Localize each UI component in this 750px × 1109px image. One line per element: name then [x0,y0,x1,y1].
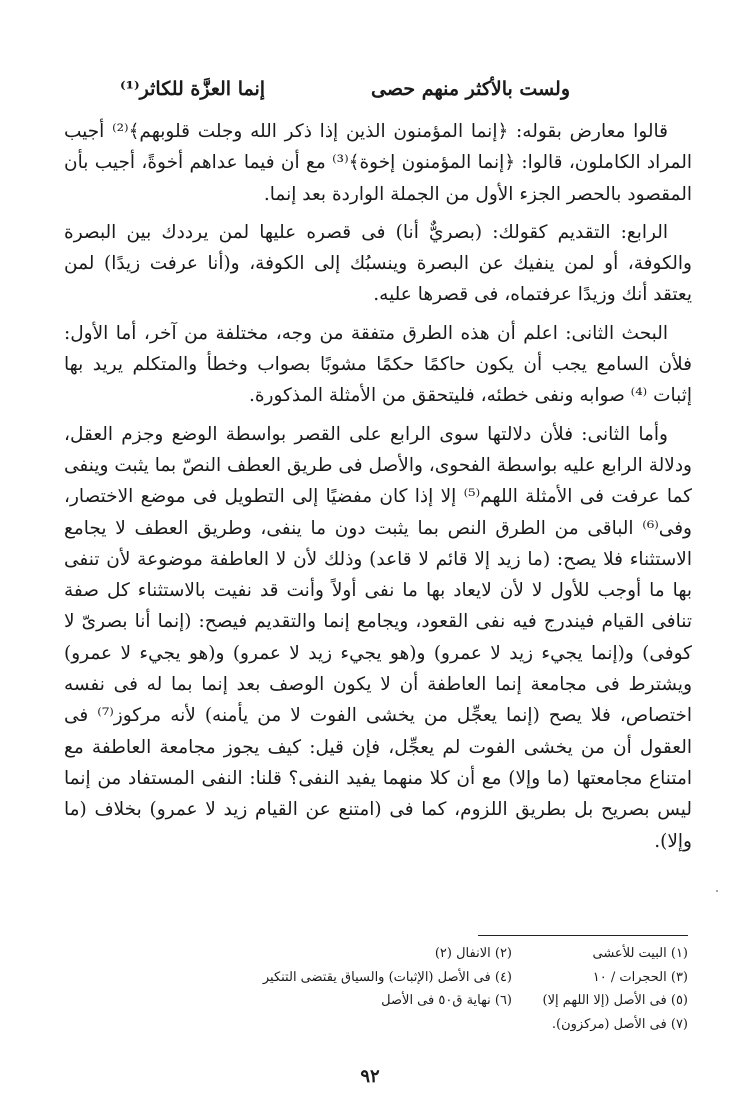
footnote-3: (٣) الحجرات / ١٠ [592,969,688,985]
paragraph-2: الرابع: التقديم كقولك: (بصريٌّ أنا) فى قصره عليها لمن يرددك بين البصرة والكوفة، أو لمن ينفيك عن البصرة وينسبُك إلى الكوفة، و(أنا عرفت زيدًا) لمن يعتقد أنك وزيدًا عرفتماه، فى قصرها عليه. [64,221,692,306]
footnote-separator [478,935,688,936]
paragraph-1: قالوا معارض بقوله: ﴿إنما المؤمنون الذين إذا ذكر الله وجلت قلوبهم﴾⁽²⁾ أجيب المراد الكاملون، قالوا: ﴿إنما المؤمنون إخوة﴾⁽³⁾ مع أن فيما عداهم أخوةً، أجيب بأن المقصود بالحصر الجزء الأول من الجملة الواردة بعد إنما. [64,121,692,205]
footnote-7: (٧) فى الأصل (مركزون). [551,1016,688,1032]
page-number: ٩٢ [360,1066,380,1087]
footnote-2: (٢) الانفال (٢) [434,946,512,961]
main-text [64,116,692,857]
verse-second-hemistich: إنما العزَّة للكاثر⁽¹⁾ [120,78,266,100]
scan-speck [716,890,718,892]
footnote-1: (١) البيت للأعشى [592,946,688,961]
poetry-verse [120,74,570,104]
verse-first-hemistich: ولست بالأكثر منهم حصى [371,78,570,100]
footnote-5: (٥) فى الأصل (إلا اللهم إلا) [542,993,688,1008]
paragraph-4: وأما الثانى: فلأن دلالتها سوى الرابع على القصر بواسطة الوضع وجزم العقل، ودلالة الرابع عليه بواسطة الفحوى، والأصل فى طريق العطف النصّ بما يثبت وينفى كما عرفت فى الأمثلة اللهم⁽⁵⁾ إلا إذا كان مفضيًا إلى التطويل فى موضع الاختصار، وفى⁽⁶⁾ الباقى من الطرق النص بما يثبت دون ما ينفى، وطريق العطف لا يجامع الاستثناء فلا يصح: (ما زيد إلا قائم لا قاعد) وذلك لأن لا العاطفة موضوعة لأن تنفى بها ما أوجب للأول لا لأن لايعاد بها ما نفى أولاً وأنت قد نفيت بالاستثناء كل صفة تنافى القيام فيندرج فيه نفى القعود، ويجامع إنما والتقديم فيصح: (إنما أنا بصرىّ لا كوفى) و(إنما يجيء زيد لا عمرو) و(هو يجيء زيد لا عمرو) و(هو يجيء لا عمرو) ويشترط فى مجامعة إنما العاطفة أن لا يكون الوصف بعد إنما بما له فى نفسه اختصاص، فلا يصح (إنما يعجِّل من يخشى الفوت لا من يأمنه) لأنه مركوز⁽⁷⁾ فى العقول أن من يخشى الفوت لم يعجِّل، فإن قيل: كيف يجوز مجامعة العاطفة مع امتناع مجامعتها (ما وإلا) مع أن كلا منهما يفيد النفى؟ قلنا: النفى المستفاد من إنما ليس بصريح بل بطريق اللزوم، كما فى (امتنع عن القيام زيد لا عمرو) بخلاف (ما وإلا). [64,423,692,852]
footnote-4: (٤) فى الأصل (الإثبات) والسياق يقتضى التنكير [262,969,512,985]
footnote-6: (٦) نهاية ق٥٠ فى الأصل [381,993,512,1008]
paragraph-3: البحث الثانى: اعلم أن هذه الطرق متفقة من وجه، مختلفة من آخر، أما الأول: فلأن السامع يجب أن يكون حاكمًا حكمًا مشوبًا بصواب وخطأ والمتكلم يريد بها إثبات ⁽⁴⁾ صوابه ونفى خطئه، فليتحقق من الأمثلة المذكورة. [64,322,692,407]
footnotes [170,942,688,1036]
